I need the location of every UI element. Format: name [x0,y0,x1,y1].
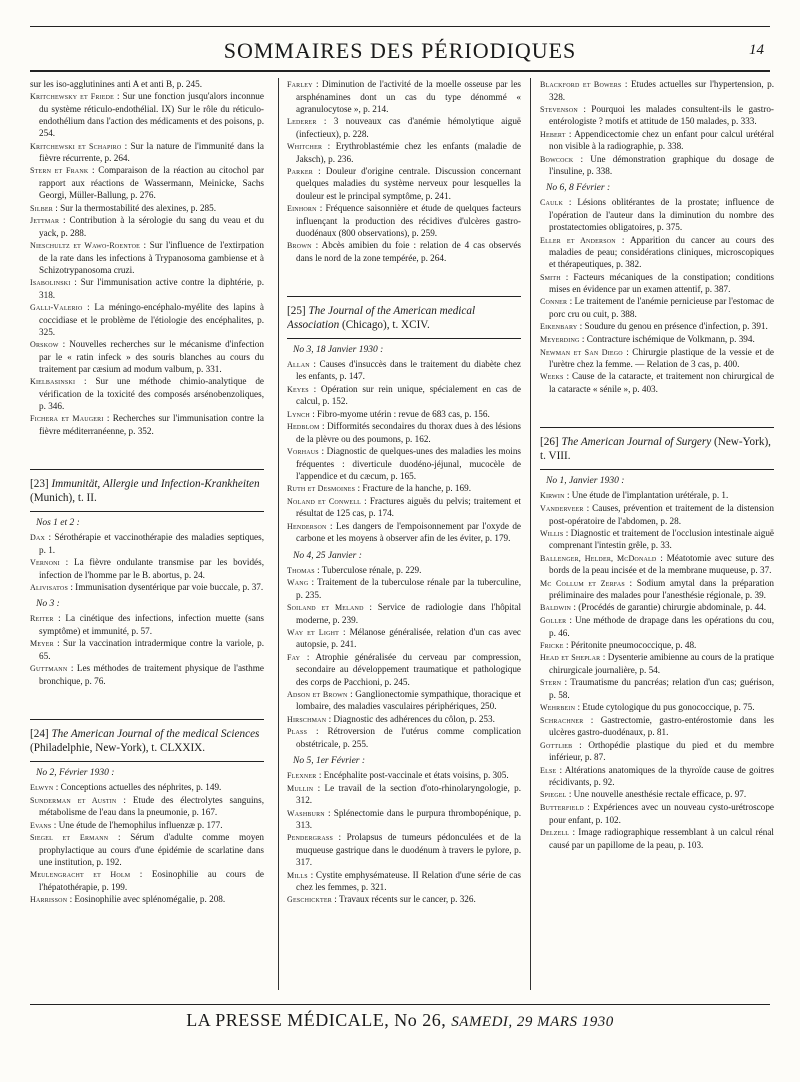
article-title: : Gastrectomie, gastro-entérostomie dans les ulcères gastro-duodénaux, p. 81. [549,714,774,738]
article-title: : Fracture de la hanche, p. 169. [355,483,472,494]
article-entry [287,420,521,445]
columns [30,78,774,990]
article-title: : Etude cytologique du pus gonococcique, p. 75. [575,702,755,713]
article-entry [540,826,774,851]
article-title: : Dysenterie amibienne au cours de la pratique chirurgicale journalière, p. 54. [549,652,774,676]
article-entry [287,495,521,520]
article-entry [30,276,264,301]
article-entry [30,375,264,412]
article-entry [540,701,774,714]
article-author: Hirschman [287,714,327,724]
article-title: : 3 nouveaux cas d'anémie hémolytique aiguë (infectieux), p. 228. [296,116,521,139]
article-entry [30,581,264,594]
article-title: : Orthopédie plastique du pied et du membre inférieur, p. 87. [549,739,774,763]
article-author: Reiter [30,614,54,624]
article-author: Kielbasinski [30,377,76,387]
article-title: : Une étude de l'implantation urétérale, p. 1. [564,490,729,501]
article-author: Else [540,765,557,775]
article-entry [287,408,521,421]
article-entry [540,234,774,271]
article-title: : Recherches sur l'immunisation contre la fièvre méditerranéenne, p. 352. [39,413,264,436]
article-title: : Sur la thermostabilité des alexines, p. 285. [52,202,217,213]
article-author: Pendergrass [287,833,333,843]
column-3 [540,78,774,990]
column-2 [287,78,521,990]
article-author: Stern [540,678,562,688]
article-author: Silber [30,203,53,213]
article-title: : Diagnostic des adhérences du côlon, p. 253. [326,713,495,724]
article-title: : Sodium amytal dans la préparation préliminaire des malades pour l'anesthésie régionale, p. 39. [549,577,774,601]
article-title: : Nouvelles recherches sur le mécanisme d'infection par le « ratin infeck » des souris blanches au cours du traitement par cæsium ad modum valbum, p. 331. [39,339,264,374]
article-entry [540,502,774,527]
issue-heading: No 2, Février 1930 : [36,768,115,779]
article-author: Newman et San Diego [540,347,623,357]
article-title: : Tuberculose rénale, p. 229. [314,564,422,575]
article-title: : (Procédés de garantie) chirurgie abdominale, p. 44. [571,602,767,613]
article-author: Goller [540,616,567,625]
footer-journal: LA PRESSE MÉDICALE, No 26, [186,1010,447,1030]
article-author: Guttmann [30,664,68,674]
article-entry [30,794,264,819]
article-title: : Prolapsus de tumeurs pédonculées et de la muqueuse gastrique dans le duodénum à travers le pylore, p. 317. [296,832,521,868]
article-title: : Splénectomie dans le purpura thrombopénique, p. 313. [296,807,521,831]
article-entry [287,576,521,601]
article-entry [30,612,264,637]
article-entry [540,714,774,739]
article-author: Evans [30,820,52,830]
article-title: : Pourquoi les malades consultent-ils le gastro-entérologiste ? motifs et attitude de 150 malades, p. 333. [549,103,774,127]
article-entry [540,78,774,103]
footer-date: SAMEDI, 29 MARS 1930 [451,1014,614,1030]
article-entry [287,78,521,115]
article-title: : Causes d'insuccès dans le traitement du diabète chez les enfants, p. 147. [296,358,521,382]
article-title: : Diagnostic et traitement de l'occlusion intestinale aiguë comprenant l'intestin grêle, p. 33. [549,527,774,551]
article-title: : Causes, prévention et traitement de la distension post-opératoire de l'abdomen, p. 28. [549,502,774,526]
article-author: Fay [287,652,301,662]
article-title: : Conceptions actuelles des néphrites, p. 149. [53,782,222,793]
article-entry [30,301,264,338]
article-author: Ballenger, Helder, McDonald [540,553,657,563]
article-author: Gottlieb [540,740,573,750]
article-author: Conner [540,297,568,307]
article-author: Dax [30,533,46,543]
article-author: Galli-Valerio [30,302,83,312]
article-author: Whitcher [287,141,323,151]
article-entry [540,320,774,333]
issue-heading: No 4, 25 Janvier : [293,550,362,561]
article-author: Nieschultz et Wawo-Roentoe [30,241,141,250]
article-title: : Immunisation dysentérique par voie buccale, p. 37. [68,581,264,592]
journal-heading: [23] Immunität, Allergie und Infection-Krankheiten (Munich), t. II. [30,469,264,512]
article-title: : Rétroversion de l'utérus comme complication obstétricale, p. 255. [296,726,521,749]
article-author: Smith [540,272,561,282]
article-author: Henderson [287,521,327,531]
article-title: : Service de radiologie dans l'hôpital moderne, p. 239. [296,601,521,625]
header-rule [30,70,770,72]
top-rule [30,26,770,27]
article-title: : Cause de la cataracte, et traitement non chirurgical de la cataracte « sénile », p. 403. [549,371,774,395]
article-author: Wehrbein [540,703,576,713]
column-divider [530,78,531,990]
article-entry [287,564,521,577]
article-author: Butterfield [540,803,584,813]
article-author: Kirwin [540,491,565,501]
article-author: Jettmar [30,216,60,226]
article-title: : La fièvre ondulante transmise par les bovidés, infection de l'homme par le B. abortus, p. 24. [39,556,264,580]
page-header [30,32,770,66]
article-author: Plass [287,727,308,737]
article-entry [540,651,774,676]
article-title: : Sur une fonction jusqu'alors inconnue du système réticulo-endothélial. IX) Sur le rôle du réticulo-endothélium dans l'action des médicaments et des poisons, p. 254. [39,91,264,139]
article-title: : Le travail de la section d'oto-rhinolaryngologie, p. 312. [296,782,521,806]
article-author: Mills [287,870,308,880]
article-entry [540,552,774,577]
article-title: : Traumatisme du pancréas; relation d'un cas; guérison, p. 58. [549,677,774,700]
article-title: : Contracture ischémique de Volkmann, p. 394. [579,333,755,344]
article-author: Allan [287,359,310,369]
article-entry [287,769,521,782]
article-title: : La cinétique des infections, infection muette (sans symptôme) et immunité, p. 57. [39,613,264,637]
article-entry [540,577,774,602]
issue-heading: No 3, 18 Janvier 1930 : [293,344,384,355]
article-author: Head et Sheplar [540,653,601,663]
article-author: Vanderveer [540,503,584,513]
article-author: Soiland et Meland [287,602,364,612]
article-title: : Atrophie généralisée du cerveau par compression, secondaire au développement traumatique et pathologique des corps de Pacchioni, p. 245. [296,651,521,687]
article-author: Stern et Frank [30,166,89,176]
article-author: Isabolinski [30,278,71,288]
article-title: : Facteurs mécaniques de la constipation; conditions mises en évidence par un examen attentif, p. 387. [549,271,774,295]
article-entry [287,713,521,726]
article-title: : Sur la vaccination intradermique contre la variole, p. 65. [39,638,264,661]
article-entry [287,601,521,626]
article-entry [30,662,264,687]
article-entry [540,295,774,320]
article-entry [30,412,264,437]
article-author: Vernoni [30,557,60,567]
article-author: Vorhaus [287,447,319,457]
article-author: Schrachner [540,715,584,725]
article-author: Noland et Conwell [287,496,361,506]
article-title: : Difformités secondaires du thorax dues à des lésions de la plèvre ou des poumons, p. 162. [296,421,521,444]
article-entry [287,140,521,165]
article-title: : Encéphalite post-vaccinale et états voisins, p. 305. [316,770,509,781]
article-author: Geschickter [287,895,332,905]
journal-heading: [24] The American Journal of the medical Sciences (Philadelphie, New-York), t. CLXXIX. [30,719,264,762]
article-entry [287,445,521,482]
article-entry [287,807,521,832]
article-entry [540,333,774,346]
article-title: : Travaux récents sur le cancer, p. 326. [331,894,476,905]
article-entry [540,601,774,614]
article-author: Eller et Anderson [540,235,616,245]
article-title: : Opération sur rein unique, spécialement en cas de calcul, p. 152. [296,383,521,407]
article-title: : Erythroblastémie chez les enfants (maladie de Jaksch), p. 236. [296,140,521,164]
article-title: : Une étude de l'hemophilus influenzæ p. 177. [51,819,223,830]
article-title: : Fractures aiguës du pelvis; traitement et résultat de 125 cas, p. 174. [296,495,521,519]
article-entry [287,520,521,545]
article-author: Alivisatos [30,582,69,592]
article-entry [30,214,264,239]
article-author: Einhorn [287,203,317,213]
issue-heading: Nos 1 et 2 : [36,518,80,529]
article-entry [287,626,521,651]
article-author: Washburn [287,808,325,818]
issue-heading: No 1, Janvier 1930 : [546,476,625,487]
article-entry [30,90,264,139]
issue-heading: No 5, 1er Février : [293,756,366,767]
article-author: Hebert [540,129,566,139]
article-entry [287,482,521,495]
article-entry [540,271,774,296]
article-title: : Sérum d'adulte comme moyen prophylactique au cours d'une épidémie de scarlatine dans une institution, p. 192. [39,832,264,867]
article-author: Lynch [287,409,310,419]
issue-heading: No 3 : [36,599,60,610]
issue-heading: No 6, 8 Février : [546,183,611,194]
article-author: Harrisson [30,895,68,905]
article-author: Keyes [287,384,309,394]
article-entry [30,868,264,893]
article-entry [540,639,774,652]
article-author: Willis [540,528,564,538]
article-entry [30,781,264,794]
article-entry [30,819,264,832]
article-author: Adson et Brown [287,689,348,699]
article-title: : Image radiographique ressemblant à un calcul rénal causé par un papillome de la peau, p. 103. [549,826,774,850]
article-title: : Les dangers de l'empoisonnement par l'oxyde de carbone et les moyens à observer afin de les éviter, p. 179. [296,520,521,544]
article-entry [287,115,521,140]
article-entry [540,128,774,153]
article-title: : Soudure du genou en présence d'infection, p. 391. [577,321,768,332]
article-title: : Chirurgie plastique de la vessie et de l'urètre chez la femme. — Relation de 3 cas, p. 400. [549,346,774,370]
article-entry [287,202,521,239]
column-divider [278,78,279,990]
article-entry [287,893,521,906]
article-author: Meulengracht et Holm [30,870,131,880]
article-title: : Une nouvelle anesthésie rectale efficace, p. 97. [566,789,747,800]
article-title: : Cystite emphysémateuse. II Relation d'une série de cas chez les femmes, p. 321. [296,869,521,893]
article-title: : Une méthode de drapage dans les opérations du cou, p. 46. [549,615,774,638]
article-entry [287,358,521,383]
article-author: Orskow [30,340,59,350]
article-entry [30,531,264,556]
article-title: : Sur l'immunisation active contre la diphtérie, p. 318. [39,277,264,300]
journal-heading: [25] The Journal of the American medical Association (Chicago), t. XCIV. [287,296,521,339]
article-author: Kritchewsky et Friede [30,92,115,102]
article-author: Brown [287,241,312,250]
article-title: : Altérations anatomiques de la thyroïde cause de goitres récidivants, p. 92. [549,764,774,788]
article-title: : Fréquence saisonnière et étude de quelques facteurs influençant la production des récidives d'ulcères gastro-duodénaux (800 observations), p. 259. [296,202,521,238]
article-entry [540,346,774,371]
article-entry [287,239,521,264]
article-title: : Fibro-myome utérin : revue de 683 cas, p. 156. [309,408,490,419]
article-title: : Péritonite pneumococcique, p. 48. [563,639,697,650]
article-entry [287,869,521,894]
article-entry [540,527,774,552]
article-author: Caulk [540,198,563,208]
article-author: Delzell [540,827,570,837]
article-title: : Le traitement de l'anémie pernicieuse par l'estomac de porc cru ou cuit, p. 388. [549,296,774,320]
article-author: Thomas [287,565,315,575]
article-title: : Méatotomie avec suture des bords de la peau incisée et de la membrane muqueuse, p. 37. [549,552,774,576]
article-title: : Etude des électrolytes sanguins, métabolisme de l'eau dans la pneumonie, p. 167. [39,794,264,818]
journal-heading: [26] The American Journal of Surgery (New-York), t. VIII. [540,427,774,470]
article-title: : Sur une méthode chimio-analytique de vérification de la toxicité des composés arsénobenzoliques, p. 346. [39,376,264,411]
article-author: Lederer [287,117,317,127]
article-author: Meyerding [540,334,580,344]
article-author: Fricke [540,640,564,650]
article-author: Farley [287,80,313,89]
article-entry [540,103,774,128]
article-entry [287,165,521,202]
article-entry [287,383,521,408]
article-author: Hedblom [287,422,320,432]
article-entry [30,202,264,215]
article-title: : Mélanose généralisée, relation d'un cas avec autopsie, p. 241. [296,626,521,650]
article-title: : Lésions oblitérantes de la prostate; influence de l'opération de l'auteur dans la diminution du nombre des prostatectomies obligatoires, p. 375. [549,197,774,233]
article-author: Stevenson [540,104,578,114]
article-entry [287,725,521,750]
article-title: : Sérothérapie et vaccinothérapie des maladies septiques, p. 1. [39,532,264,555]
article-title: : Etudes actuelles sur l'hypertension, p. 328. [549,79,774,102]
article-entry [287,688,521,713]
article-title: : La méningo-encéphalo-myélite des lapins à coccidiase et le problème de l'étiologie des encéphalites, p. 325. [39,301,264,337]
article-title: : Ganglionectomie sympathique, thoracique et lombaire, des maladies vasculaires périphériques, 250. [296,688,521,712]
article-author: Eikenbary [540,322,578,332]
page-number: 14 [749,42,764,58]
article-entry [540,489,774,502]
article-title: : Eosinophilie avec splénomégalie, p. 208. [67,894,226,905]
article-entry [30,556,264,581]
column-1 [30,78,264,990]
article-entry [540,614,774,639]
article-entry [540,153,774,178]
article-title: : Comparaison de la réaction au citochol par rapport aux réactions de Wassermann, Meinicke, Sachs Georgi, Müller-Ballung, p. 276. [39,165,264,201]
article-author: Weeks [540,372,564,382]
article-entry [540,788,774,801]
article-entry [540,370,774,395]
article-author: Sunderman et Austin [30,795,117,805]
article-entry [30,164,264,201]
article-title: : Les méthodes de traitement physique de l'asthme bronchique, p. 76. [39,663,264,686]
article-title: : Une démonstration graphique du dosage de l'insuline, p. 338. [549,153,774,177]
article-entry [30,338,264,375]
footer-text [30,1010,770,1031]
page-title: SOMMAIRES DES PÉRIODIQUES [223,38,577,63]
article-entry [540,676,774,701]
article-author: Parker [287,166,313,176]
article-author: Flexner [287,771,317,781]
article-title: : Abcès amibien du foie : relation de 4 cas observés dans le nord de la zone tempérée, p. 264. [296,240,521,263]
article-author: Blackford et Bowers [540,80,622,89]
article-entry [287,831,521,868]
article-title: : Contribution à la sérologie du sang du veau et du yack, p. 288. [39,215,264,238]
article-entry [287,651,521,688]
article-author: Fichera et Maugeri [30,414,104,424]
article-entry [540,196,774,233]
article-title: : Sur la nature de l'immunité dans la fièvre récurrente, p. 264. [39,140,264,164]
article-entry [287,782,521,807]
article-title: : Expériences avec un nouveau cysto-urétroscope pour enfant, p. 102. [549,802,774,825]
article-title: : Traitement de la tuberculose rénale par la tuberculine, p. 235. [296,577,521,600]
article-author: Elwyn [30,783,54,793]
footer-rule [30,1004,770,1005]
article-title: sur les iso-agglutinines anti A et anti B, p. 245. [30,79,202,89]
article-author: Mullin [287,783,314,793]
article-author: Baldwin [540,603,572,613]
article-author: Ruth et Desmoines [287,484,356,494]
article-author: Way et Light [287,627,340,637]
article-entry [30,140,264,165]
article-entry [30,637,264,662]
article-entry [540,801,774,826]
article-title: : Diagnostic de quelques-unes des maladies les moins fréquentes : diverticule duodéno-jéjunal, mucocèle de l'appendice et du cæcum, p. 165. [296,446,521,481]
article-author: Kritchewski et Schapiro [30,141,122,151]
article-author: Spiegel [540,790,567,800]
article-entry [30,893,264,906]
article-author: Wang [287,578,309,588]
article-title: : Sur l'influence de l'extirpation de la rate dans les infections à Trypanosoma gambiense et à Schizotrypanosoma cruzi. [39,240,264,275]
article-title: : Diminution de l'activité de la moelle osseuse par les arsphénamines dont un cas du type dénommé « agranulocytose », p. 214. [296,79,521,114]
article-entry [30,78,264,90]
article-title: : Apparition du cancer au cours des maladies de peau; considérations cliniques, microscopiques et thérapeutiques, p. 382. [549,234,774,270]
article-entry [540,764,774,789]
article-author: Mc Collum et Zerfas [540,578,625,588]
article-title: : Douleur d'origine centrale. Discussion concernant quelques maladies du système nerveux pour lesquelles la douleur est le principal symptôme, p. 241. [296,165,521,201]
article-author: Meyer [30,639,54,649]
article-author: Bowcock [540,154,574,164]
article-entry [30,831,264,868]
article-title: : Eosinophilie au cours de l'hépatothérapie, p. 199. [39,869,264,892]
article-entry [540,739,774,764]
article-author: Siegel et Ermann [30,833,109,843]
article-title: : Appendicectomie chez un enfant pour calcul urétéral non visible à la radiographie, p. 338. [549,128,774,152]
article-entry [30,239,264,276]
